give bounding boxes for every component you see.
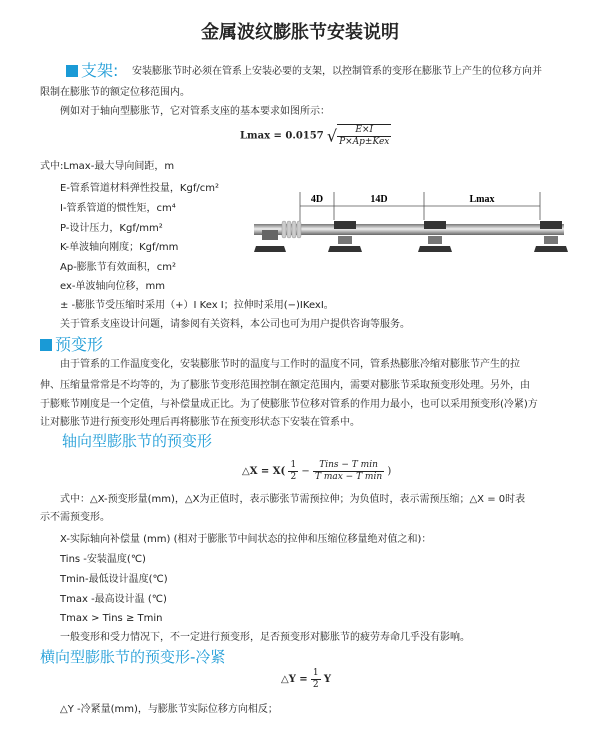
axial-line: X-实际轴向补偿量 (mm) (相对于膨胀节中间状态的拉伸和压缩位移量绝对值之和)： [60, 534, 432, 545]
lateral-line: △Y -冷紧量(mm)，与膨胀节实际位移方向相反； [60, 704, 278, 715]
formula-lhs: △X = X( [242, 466, 286, 477]
lateral-heading: 横向型膨胀节的预变形-冷紧 [40, 648, 226, 666]
axial-line: 式中：△X-预变形量(mm)，△X为正值时，表示膨张节需预拉伸；为负值时，表示需预压缩；△X = 0时表 [60, 494, 526, 505]
predeform-line: 让对膨胀节进行预变形处理后再将膨胀节在预变形状态下安装在管系中。 [40, 417, 360, 428]
legend-item: I-管系管道的惯性矩，cm⁴ [60, 203, 176, 214]
formula-denominator: T max − T min [314, 472, 383, 482]
page-title: 金属波纹膨胀节安装说明 [201, 22, 399, 43]
axial-line: Tmin-最低设计温度(℃) [60, 574, 168, 585]
axial-line: 一般变形和受力情况下，不一定进行预变形，足否预变形对膨胀节的疲劳寿命几乎没有影响。 [60, 632, 470, 643]
legend-item: K-单波轴向刚度；Kgf/mm [60, 242, 179, 253]
dim-label: 14D [370, 194, 388, 205]
axial-line: Tmax -最高设计温 (℃) [60, 594, 167, 605]
axial-heading: 轴向型膨胀节的预变形 [62, 432, 213, 450]
legend-intro: 式中:Lmax-最大导向间距，m [40, 161, 175, 172]
predeform-heading [40, 336, 103, 354]
support-line: 安装膨胀节时必须在管系上安装必要的支架，以控制管系的变形在膨胀节上产生的位移方向并 [132, 66, 542, 77]
support-heading [66, 62, 118, 80]
support-line: 例如对于轴向型膨胀节，它对管系支座的基本要求如图所示： [60, 106, 330, 117]
dim-label: 4D [310, 194, 324, 205]
formula-lhs: Lmax = 0.0157 [240, 130, 324, 142]
legend-item: P-设计压力，Kgf/mm² [60, 223, 163, 234]
predeform-heading-text: 预变形 [55, 335, 104, 354]
formula-half-num: 1 [290, 460, 297, 470]
formula-half-den: 2 [290, 472, 297, 482]
formula-numerator: E×I [337, 125, 391, 137]
axial-line: Tmax > Tins ≥ Tmin [60, 613, 163, 624]
lateral-formula [281, 668, 331, 691]
axial-line: Tins -安装温度(℃) [60, 554, 146, 565]
legend-item: 关于管系支座设计问题，请参阅有关资料，本公司也可为用户提供咨询等服务。 [60, 319, 410, 330]
axial-formula [242, 460, 391, 483]
square-bullet-icon [66, 65, 78, 77]
support-line: 限制在膨胀节的额定位移范围内。 [40, 87, 190, 98]
dim-label: Lmax [469, 194, 495, 205]
legend-item: E-管系管道材料弹性投量，Kgf/cm² [60, 183, 219, 194]
formula-numerator: Tins − T min [313, 460, 384, 472]
legend-item: Ap-膨胀节有效面积，cm² [60, 262, 177, 273]
formula-lhs: △Y = [281, 674, 308, 685]
support-heading-text: 支架: [81, 61, 119, 80]
formula-close: ) [387, 466, 392, 477]
lmax-formula: Lmax = 0.0157 √ $\frac{E\times I}{\text{P×Ap±Kex}}$ [240, 125, 390, 147]
formula-denominator: P×Ap±Kex [339, 137, 390, 147]
predeform-line: 于膨账节刚度是一个定值，与补偿量成正比。为了使膨胀节位移对管系的作用力最小，也可以采用预变形(冷紧)方 [40, 399, 538, 410]
formula-den: 2 [312, 680, 319, 690]
axial-line: 示不需预变形。 [40, 512, 110, 523]
pipe-support-diagram [250, 190, 570, 265]
legend-item: ex-单波轴向位移，mm [60, 281, 165, 292]
formula-rhs: Y [323, 674, 331, 685]
predeform-line: 伸、压缩量常常是不均等的，为了膨胀节变形范围控制在额定范围内，需要对膨胀节采取预变形处理。另外，由 [40, 380, 530, 391]
formula-minus: − [301, 466, 310, 477]
predeform-line: 由于管系的工作温度变化，安装膨胀节时的温度与工作时的温度不同，管系热膨胀冷缩对膨胀节产生的拉 [60, 359, 520, 370]
square-bullet-icon [40, 339, 52, 351]
formula-num: 1 [312, 668, 319, 678]
legend-item: ± -膨胀节受压缩时采用（+）I Kex I；拉伸时采用(−)IKexI。 [60, 300, 334, 311]
